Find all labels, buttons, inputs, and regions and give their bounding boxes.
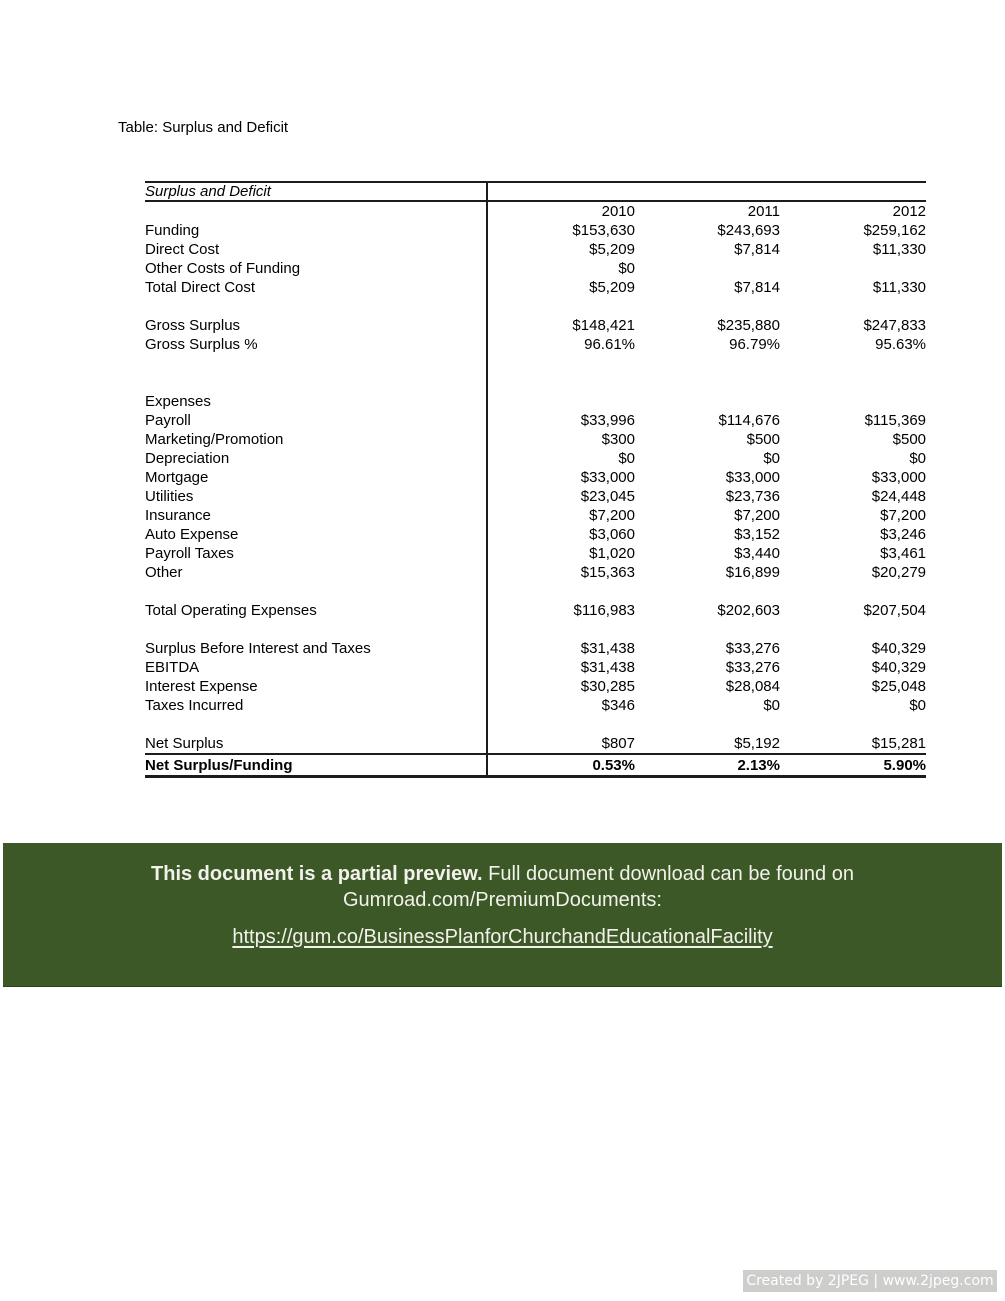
- row-value-2010: 96.61%: [584, 336, 635, 353]
- gumroad-download-link[interactable]: https://gum.co/BusinessPlanforChurchandEducationalFacility: [232, 926, 773, 948]
- row-label: EBITDA: [145, 658, 487, 677]
- row-label: Gross Surplus: [145, 316, 487, 335]
- row-value-2012: $247,833: [863, 317, 927, 334]
- column-header-2011: 2011: [747, 203, 780, 220]
- column-header-2010: 2010: [601, 203, 635, 220]
- row-value-2012: 5.90%: [780, 754, 926, 777]
- table-row: [145, 449, 926, 468]
- watermark-badge: Created by 2JPEG | www.2jpeg.com: [743, 1270, 997, 1292]
- row-value-2012: $259,162: [863, 222, 927, 239]
- table-row: [145, 297, 926, 316]
- row-value-2010: [487, 582, 635, 601]
- row-value-2012: $40,329: [871, 640, 927, 657]
- row-label: Total Operating Expenses: [145, 601, 487, 620]
- row-value-2010: $30,285: [580, 678, 635, 695]
- table-row: [145, 411, 926, 430]
- table-row: [145, 468, 926, 487]
- table-row: [145, 278, 926, 297]
- row-value-2012: $20,279: [871, 564, 927, 581]
- row-value-2011: $235,880: [717, 317, 780, 334]
- table-row: [145, 734, 926, 754]
- table-row: [145, 620, 926, 639]
- row-label: Taxes Incurred: [145, 696, 487, 715]
- row-label: Mortgage: [145, 468, 487, 487]
- table-row: [145, 240, 926, 259]
- row-value-2010: [487, 715, 635, 734]
- row-value-2010: $0: [618, 450, 635, 467]
- row-label: Total Direct Cost: [145, 278, 487, 297]
- year-header-row: [145, 201, 926, 221]
- row-value-2012: $11,330: [872, 279, 927, 296]
- row-label: [145, 297, 487, 316]
- row-value-2011: $7,814: [734, 241, 780, 258]
- table-row: [145, 544, 926, 563]
- row-value-2011: $0: [763, 450, 780, 467]
- row-value-2012: $3,461: [880, 545, 927, 562]
- row-label: Surplus Before Interest and Taxes: [145, 639, 487, 658]
- table-row: [145, 354, 926, 373]
- row-value-2010: $33,996: [580, 412, 635, 429]
- table-row: [145, 677, 926, 696]
- table-header-row: [145, 182, 926, 201]
- row-value-2012: $0: [909, 450, 927, 467]
- row-value-2012: [780, 620, 926, 639]
- row-value-2010: $807: [601, 735, 635, 752]
- row-value-2011: [635, 373, 780, 392]
- row-value-2012: $115,369: [864, 412, 927, 429]
- table-row: [145, 715, 926, 734]
- table-row: [145, 563, 926, 582]
- row-value-2011: $23,736: [725, 488, 780, 505]
- row-label: Funding: [145, 221, 487, 240]
- row-value-2012: $0: [909, 697, 927, 714]
- row-value-2011: $7,814: [734, 279, 780, 296]
- row-label: Marketing/Promotion: [145, 430, 487, 449]
- row-value-2012: $40,329: [871, 659, 927, 676]
- row-value-2010: $1,020: [589, 545, 635, 562]
- row-value-2012: [780, 373, 926, 392]
- row-value-2010: $7,200: [589, 507, 635, 524]
- row-value-2010: [487, 373, 635, 392]
- table-row: [145, 316, 926, 335]
- row-label: Payroll: [145, 411, 487, 430]
- table-row: [145, 221, 926, 240]
- row-value-2011: $500: [746, 431, 780, 448]
- row-value-2010: $153,630: [572, 222, 635, 239]
- row-value-2012: $15,281: [871, 735, 927, 752]
- row-label: Utilities: [145, 487, 487, 506]
- table-row: [145, 259, 926, 278]
- row-value-2012: [780, 715, 926, 734]
- row-value-2010: $5,209: [589, 241, 635, 258]
- row-value-2010: $116,983: [573, 602, 635, 619]
- row-value-2012: $7,200: [880, 507, 927, 524]
- table-header-spacer: [487, 182, 926, 201]
- row-value-2011: [635, 259, 780, 278]
- table-row: [145, 601, 926, 620]
- row-value-2011: 2.13%: [635, 754, 780, 777]
- row-label: Net Surplus: [145, 734, 487, 754]
- page-title: Table: Surplus and Deficit: [118, 119, 289, 136]
- table-row: [145, 658, 926, 677]
- row-value-2011: [635, 582, 780, 601]
- row-value-2012: $25,048: [871, 678, 927, 695]
- row-value-2010: 0.53%: [487, 754, 635, 777]
- row-value-2010: $31,438: [580, 659, 635, 676]
- row-value-2012: [780, 297, 926, 316]
- row-label: Gross Surplus %: [145, 335, 487, 354]
- row-value-2010: [487, 354, 635, 373]
- row-value-2012: $207,504: [863, 602, 927, 619]
- table-row: [145, 373, 926, 392]
- row-label: Direct Cost: [145, 240, 487, 259]
- row-label: Auto Expense: [145, 525, 487, 544]
- table-row: [145, 487, 926, 506]
- row-value-2012: $11,330: [872, 241, 927, 258]
- banner-link-line: [3, 924, 1002, 951]
- row-value-2011: [635, 354, 780, 373]
- row-value-2011: 96.79%: [729, 336, 780, 353]
- row-value-2011: $5,192: [734, 735, 780, 752]
- row-label: Insurance: [145, 506, 487, 525]
- row-value-2011: $3,152: [734, 526, 780, 543]
- row-value-2011: [635, 392, 780, 411]
- table-row: [145, 696, 926, 715]
- table-row: [145, 754, 926, 777]
- surplus-deficit-table: [145, 181, 926, 778]
- table-row: [145, 639, 926, 658]
- banner-bold-text: This document is a partial preview.: [151, 863, 483, 885]
- row-value-2011: $202,603: [717, 602, 780, 619]
- row-value-2010: $0: [618, 260, 635, 277]
- row-value-2012: [780, 392, 926, 411]
- row-value-2012: $500: [892, 431, 927, 448]
- row-value-2011: [635, 715, 780, 734]
- row-value-2010: $15,363: [580, 564, 635, 581]
- preview-banner: [3, 843, 1002, 987]
- row-label: Expenses: [145, 392, 487, 411]
- row-value-2010: [487, 297, 635, 316]
- row-value-2010: $31,438: [580, 640, 635, 657]
- row-value-2011: $243,693: [717, 222, 780, 239]
- row-value-2011: $33,000: [725, 469, 780, 486]
- banner-line-1: [3, 861, 1002, 887]
- row-value-2011: $16,899: [725, 564, 780, 581]
- row-label: Depreciation: [145, 449, 487, 468]
- row-label: [145, 582, 487, 601]
- row-label: Other Costs of Funding: [145, 259, 487, 278]
- row-value-2011: $7,200: [734, 507, 780, 524]
- table-row: [145, 335, 926, 354]
- table-row: [145, 430, 926, 449]
- row-value-2012: $3,246: [880, 526, 927, 543]
- table-row: [145, 525, 926, 544]
- row-label: Payroll Taxes: [145, 544, 487, 563]
- row-label: [145, 354, 487, 373]
- row-value-2012: [780, 354, 926, 373]
- banner-line-2: Gumroad.com/PremiumDocuments:: [343, 889, 662, 911]
- row-value-2012: [780, 582, 926, 601]
- row-value-2010: [487, 392, 635, 411]
- row-label: Interest Expense: [145, 677, 487, 696]
- row-value-2011: $0: [763, 697, 780, 714]
- row-value-2011: $3,440: [734, 545, 780, 562]
- banner-regular-text: Full document download can be found on: [488, 863, 854, 885]
- row-label: [145, 715, 487, 734]
- table-row: [145, 506, 926, 525]
- row-value-2011: [635, 620, 780, 639]
- row-value-2010: $148,421: [572, 317, 635, 334]
- row-label: Other: [145, 563, 487, 582]
- row-label: Net Surplus/Funding: [145, 754, 487, 777]
- table-row: [145, 582, 926, 601]
- row-value-2012: $24,448: [871, 488, 927, 505]
- row-label: [145, 373, 487, 392]
- row-value-2011: $33,276: [725, 640, 780, 657]
- row-value-2011: [635, 297, 780, 316]
- row-label: [145, 620, 487, 639]
- row-value-2012: [780, 259, 926, 278]
- row-value-2012: $33,000: [871, 469, 927, 486]
- table-row: [145, 392, 926, 411]
- row-value-2010: $300: [601, 431, 635, 448]
- row-value-2011: $114,676: [718, 412, 780, 429]
- row-value-2011: $28,084: [725, 678, 780, 695]
- row-value-2011: $33,276: [725, 659, 780, 676]
- row-value-2010: [487, 620, 635, 639]
- row-value-2010: $346: [601, 697, 635, 714]
- row-value-2010: $5,209: [589, 279, 635, 296]
- year-row-spacer: [145, 201, 487, 221]
- row-value-2010: $23,045: [580, 488, 635, 505]
- row-value-2010: $33,000: [580, 469, 635, 486]
- table-header-title: Surplus and Deficit: [145, 182, 487, 201]
- column-header-2012: 2012: [892, 203, 927, 220]
- row-value-2012: 95.63%: [875, 336, 927, 353]
- row-value-2010: $3,060: [589, 526, 635, 543]
